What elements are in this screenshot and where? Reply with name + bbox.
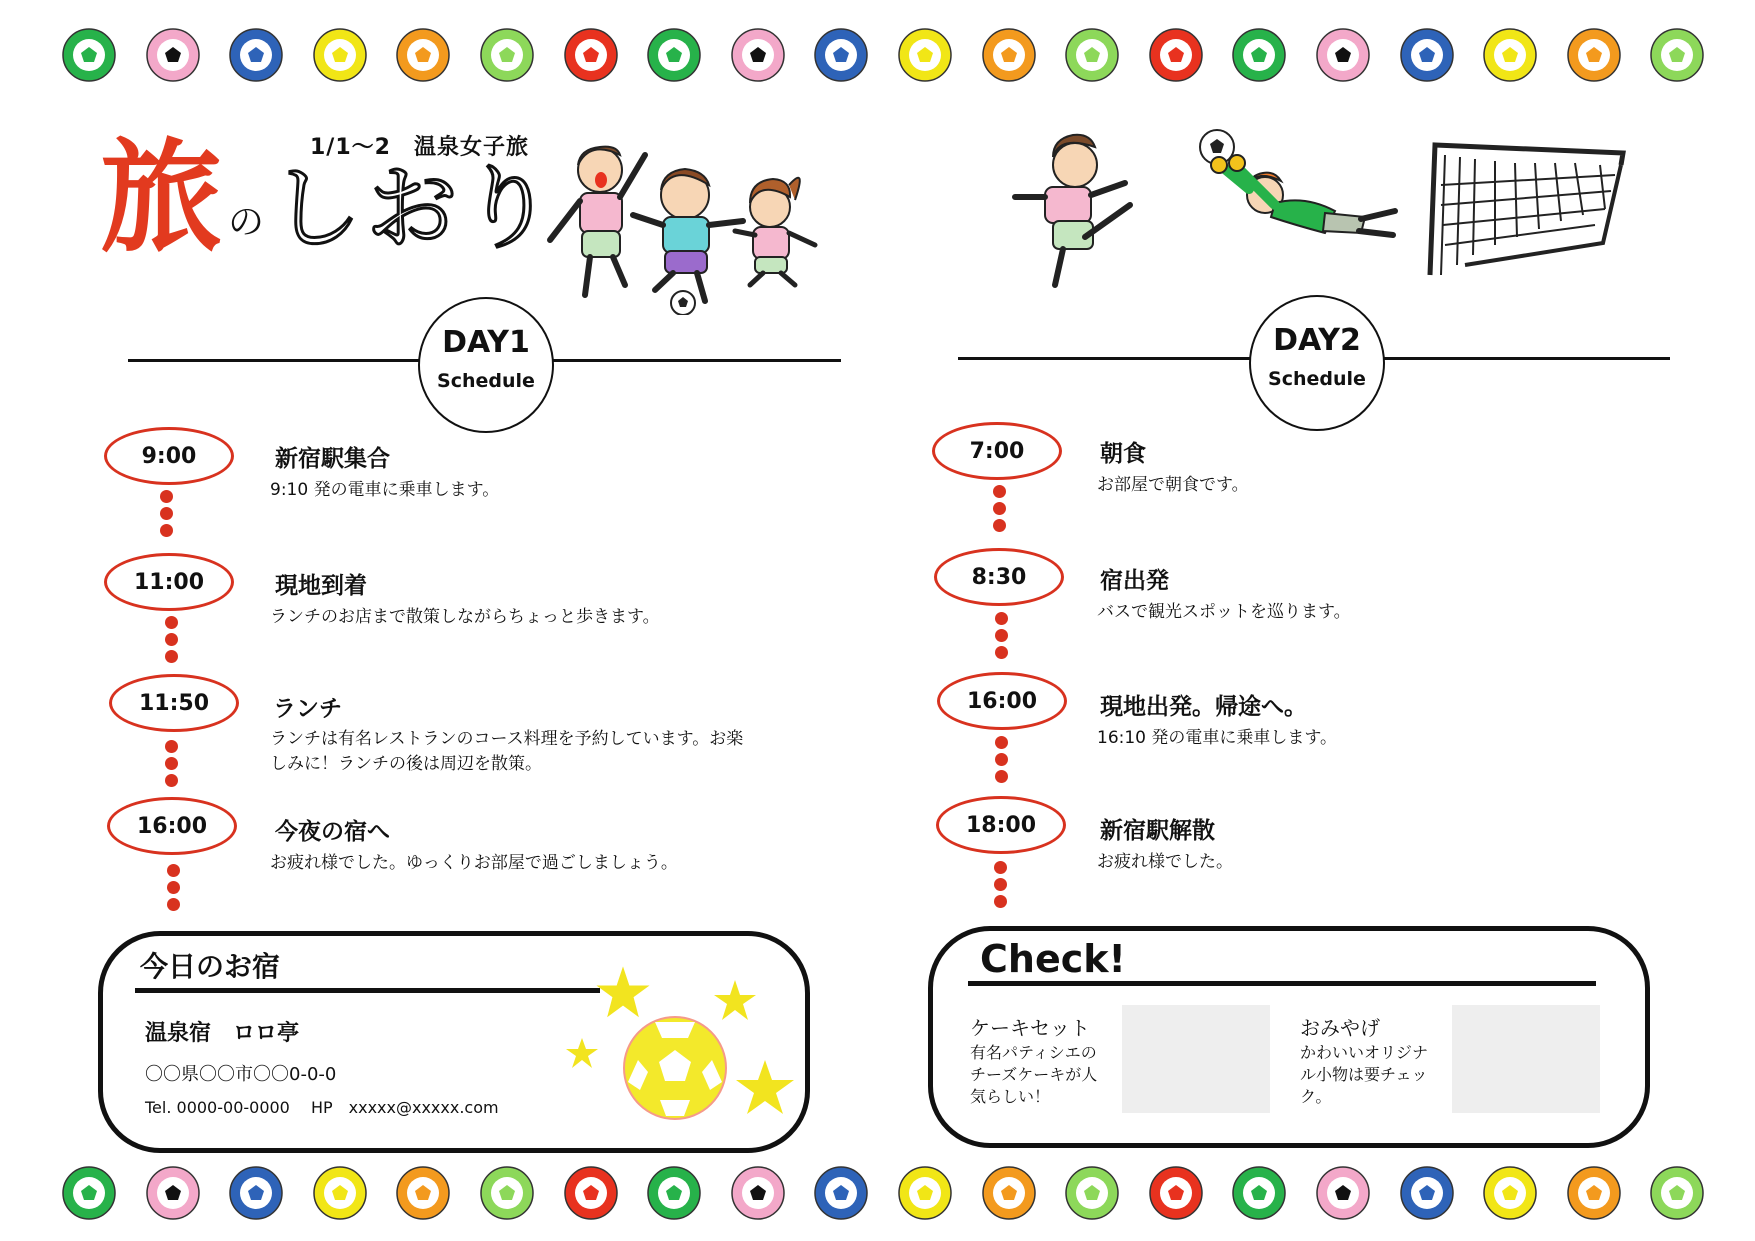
day1-schedule-label: Schedule — [437, 370, 535, 392]
day1-event-desc-2: ランチのお店まで散策しながらちょっと歩きます。 — [270, 607, 660, 627]
day1-event-title-3: ランチ — [273, 696, 342, 722]
bottom-ball-border — [0, 1165, 1755, 1225]
check-item-photo-placeholder-2 — [1452, 1005, 1600, 1113]
check-item-desc-1 — [970, 1042, 1097, 1108]
day1-event-title-2: 現地到着 — [275, 573, 367, 599]
timeline-dots — [160, 490, 174, 541]
check-heading-rule — [968, 981, 1596, 986]
soccer-ball-icon — [479, 27, 535, 83]
check-item-desc-1-line2: チーズケーキが人 — [970, 1065, 1098, 1084]
title-main-char: 旅 — [100, 127, 222, 269]
page-title — [100, 127, 559, 269]
soccer-ball-icon — [1649, 27, 1705, 83]
hotel-heading: 今日のお宿 — [140, 950, 281, 983]
check-item-title-2: おみやげ — [1300, 1016, 1380, 1040]
day1-event-title-4: 今夜の宿へ — [275, 819, 390, 845]
day2-event-desc-4: お疲れ様でした。 — [1097, 852, 1233, 872]
soccer-ball-icon — [1315, 1165, 1371, 1221]
day2-time-1: 7:00 — [932, 422, 1062, 480]
day2-event-desc-3: 16:10 発の電車に乗車します。 — [1097, 728, 1338, 748]
day1-time-1: 9:00 — [104, 427, 234, 485]
soccer-ball-icon — [1566, 1165, 1622, 1221]
day1-event-desc-1: 9:10 発の電車に乗車します。 — [270, 480, 500, 500]
soccer-ball-icon — [1064, 1165, 1120, 1221]
soccer-ball-icon — [813, 1165, 869, 1221]
day2-event-title-2: 宿出発 — [1100, 568, 1169, 594]
soccer-ball-icon — [563, 1165, 619, 1221]
soccer-ball-icon — [813, 27, 869, 83]
check-item-desc-2 — [1300, 1042, 1428, 1108]
timeline-dots — [165, 616, 179, 667]
day2-event-title-1: 朝食 — [1100, 441, 1146, 467]
kids-playing-illustration — [545, 135, 845, 315]
soccer-ball-icon — [981, 1165, 1037, 1221]
top-ball-border — [0, 27, 1755, 87]
day2-time-2: 8:30 — [934, 548, 1064, 606]
soccer-ball-icon — [1064, 27, 1120, 83]
soccer-ball-icon — [1649, 1165, 1705, 1221]
day1-time-3: 11:50 — [109, 674, 239, 732]
soccer-ball-icon — [395, 27, 451, 83]
day2-event-desc-1: お部屋で朝食です。 — [1097, 475, 1249, 495]
day1-time-2: 11:00 — [104, 553, 234, 611]
check-item-desc-1-line1: 有名パティシエの — [970, 1043, 1097, 1062]
soccer-ball-icon — [1482, 27, 1538, 83]
title-no: の — [228, 202, 265, 243]
hotel-contact: Tel. 0000-00-0000 HP xxxxx@xxxxx.com — [145, 1098, 499, 1117]
soccer-ball-icon — [1399, 27, 1455, 83]
soccer-ball-icon — [563, 27, 619, 83]
soccer-ball-icon — [646, 1165, 702, 1221]
soccer-ball-icon — [1148, 1165, 1204, 1221]
soccer-ball-icon — [312, 1165, 368, 1221]
hotel-name: 温泉宿 ロロ亭 — [145, 1021, 300, 1046]
soccer-ball-icon — [228, 27, 284, 83]
trip-subtitle: 1/1～2 温泉女子旅 — [310, 135, 529, 160]
soccer-ball-icon — [897, 27, 953, 83]
day1-event-desc-3-line1: ランチは有名レストランのコース料理を予約しています。お楽 — [270, 729, 744, 749]
soccer-ball-icon — [145, 27, 201, 83]
timeline-dots — [995, 736, 1009, 787]
soccer-ball-icon — [395, 1165, 451, 1221]
ball-stars-illustration — [560, 950, 800, 1135]
kicker-goalie-illustration — [1005, 125, 1645, 305]
soccer-ball-icon — [730, 27, 786, 83]
soccer-ball-icon — [1482, 1165, 1538, 1221]
day1-label: DAY1 — [442, 325, 530, 360]
hotel-heading-rule — [135, 988, 600, 993]
day2-time-3: 16:00 — [937, 672, 1067, 730]
check-item-desc-2-line1: かわいいオリジナ — [1300, 1043, 1429, 1062]
day2-schedule-label: Schedule — [1268, 368, 1366, 390]
day2-event-title-4: 新宿駅解散 — [1100, 818, 1215, 844]
day2-event-desc-2: バスで観光スポットを巡ります。 — [1097, 602, 1351, 622]
day1-time-4: 16:00 — [107, 797, 237, 855]
soccer-ball-icon — [981, 27, 1037, 83]
soccer-ball-icon — [646, 27, 702, 83]
hotel-address: 〇〇県〇〇市〇〇0-0-0 — [145, 1064, 337, 1085]
soccer-ball-icon — [228, 1165, 284, 1221]
soccer-ball-icon — [1399, 1165, 1455, 1221]
soccer-ball-icon — [1148, 27, 1204, 83]
soccer-ball-icon — [1231, 27, 1287, 83]
day2-label: DAY2 — [1273, 323, 1361, 358]
check-item-photo-placeholder-1 — [1122, 1005, 1270, 1113]
soccer-ball-icon — [730, 1165, 786, 1221]
timeline-dots — [165, 740, 179, 791]
timeline-dots — [994, 861, 1008, 912]
soccer-ball-icon — [61, 27, 117, 83]
soccer-ball-icon — [897, 1165, 953, 1221]
day1-event-title-1: 新宿駅集合 — [275, 446, 390, 472]
title-rest: しおり — [270, 155, 559, 262]
soccer-ball-icon — [1315, 27, 1371, 83]
check-item-desc-1-line3: 気らしい！ — [970, 1087, 1051, 1106]
soccer-ball-icon — [479, 1165, 535, 1221]
day1-badge — [418, 297, 554, 433]
day2-time-4: 18:00 — [936, 796, 1066, 854]
timeline-dots — [993, 485, 1007, 536]
soccer-ball-icon — [61, 1165, 117, 1221]
day2-badge — [1249, 295, 1385, 431]
check-item-desc-2-line2: ル小物は要チェッ — [1300, 1065, 1428, 1084]
timeline-dots — [167, 864, 181, 915]
soccer-ball-icon — [312, 27, 368, 83]
timeline-dots — [995, 612, 1009, 663]
soccer-ball-icon — [145, 1165, 201, 1221]
day2-event-title-3: 現地出発。帰途へ。 — [1100, 694, 1307, 720]
soccer-ball-icon — [1566, 27, 1622, 83]
day1-event-desc-4: お疲れ様でした。ゆっくりお部屋で過ごしましょう。 — [270, 853, 678, 873]
soccer-ball-icon — [1231, 1165, 1287, 1221]
check-heading: Check! — [980, 937, 1126, 981]
day1-event-desc-3 — [270, 727, 743, 777]
check-item-title-1: ケーキセット — [970, 1016, 1090, 1040]
day1-event-desc-3-line2: しみに！ランチの後は周辺を散策。 — [270, 754, 542, 774]
check-item-desc-2-line3: ク。 — [1300, 1087, 1332, 1106]
